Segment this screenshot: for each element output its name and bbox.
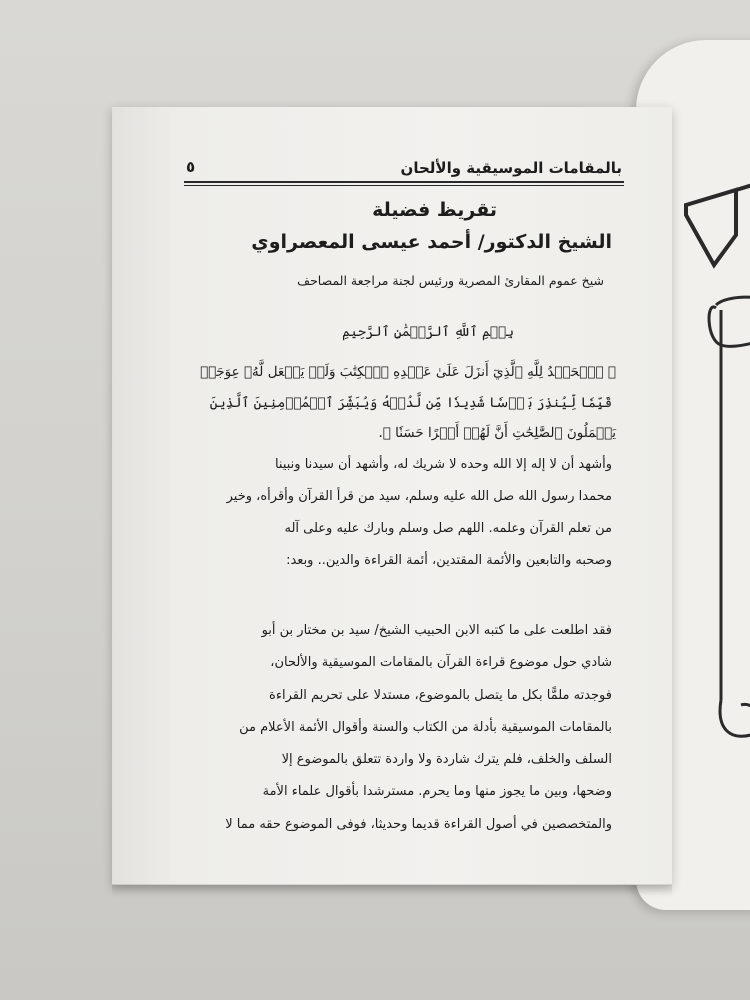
page-shadow — [112, 884, 672, 896]
header-rule-thin — [184, 185, 624, 186]
quran-verse-line: ﴿ ٱلۡحَمۡدُ لِلَّهِ ٱلَّذِيٓ أَنزَلَ عَلَىٰ عَبۡدِهِ ٱلۡكِتَٰبَ وَلَمۡ يَجۡعَل لَّهُۥ عِوَجَاۜ — [200, 364, 616, 380]
body-line: من تعلم القرآن وعلمه. اللهم صل وسلم وبارك عليه وعلى آله — [284, 521, 612, 536]
book-page — [112, 107, 672, 885]
running-header — [184, 159, 624, 183]
body-line: وأشهد أن لا إله إلا الله وحده لا شريك له، وأشهد أن سيدنا ونبينا — [274, 457, 612, 472]
body-line: وصحبه والتابعين والأئمة المقتدين، أئمة القراءة والدين.. وبعد: — [286, 553, 612, 568]
page-number: ٥ — [186, 158, 196, 176]
header-rule-thick — [184, 181, 624, 183]
quran-verse-line: يَعۡمَلُونَ ٱلصَّٰلِحَٰتِ أَنَّ لَهُمۡ أَجۡرًا حَسَنٗا ﴾. — [378, 425, 616, 441]
body-line: فقد اطلعت على ما كتبه الابن الحبيب الشيخ/ سيد بن مختار بن أبو — [261, 623, 612, 638]
body-line: محمدا رسول الله صل الله عليه وسلم، سيد من قرأ القرآن وأقرأه، وخير — [226, 489, 612, 504]
author-role: شيخ عموم المقارئ المصرية ورئيس لجنة مراجعة المصاحف — [297, 273, 604, 288]
author-name: الشيخ الدكتور/ أحمد عيسى المعصراوي — [251, 231, 612, 253]
quran-verse-line: قَيِّمٗا لِّيُنذِرَ بَأۡسٗا شَدِيدٗا مِّن لَّدُنۡهُ وَيُبَشِّرَ ٱلۡمُؤۡمِنِينَ ٱلَّذِينَ — [209, 395, 612, 411]
running-header-title: بالمقامات الموسيقية والألحان — [400, 159, 622, 177]
body-line: وضحها، وبين ما يجوز منها وما يحرم. مسترشدا بأقوال علماء الأمة — [262, 784, 612, 799]
body-line: والمتخصصين في أصول القراءة قديما وحديثا، فوفى الموضوع حقه مما لا — [225, 817, 612, 832]
body-line: فوجدته ملمًّا بكل ما يتصل بالموضوع، مستدلا على تحريم القراءة — [269, 688, 612, 703]
basmala: بِسۡمِ ٱللَّهِ ٱلرَّحۡمَٰنِ ٱلرَّحِيمِ — [342, 324, 514, 340]
section-title: تقريظ فضيلة — [372, 199, 497, 221]
body-line: شادي حول موضوع قراءة القرآن بالمقامات الموسيقية والألحان، — [270, 655, 612, 670]
body-line: بالمقامات الموسيقية بأدلة من الكتاب والسنة وأقوال الأئمة الأعلام من — [239, 720, 612, 735]
body-line: السلف والخلف، فلم يترك شاردة ولا واردة تتعلق بالموضوع إلا — [281, 752, 612, 767]
